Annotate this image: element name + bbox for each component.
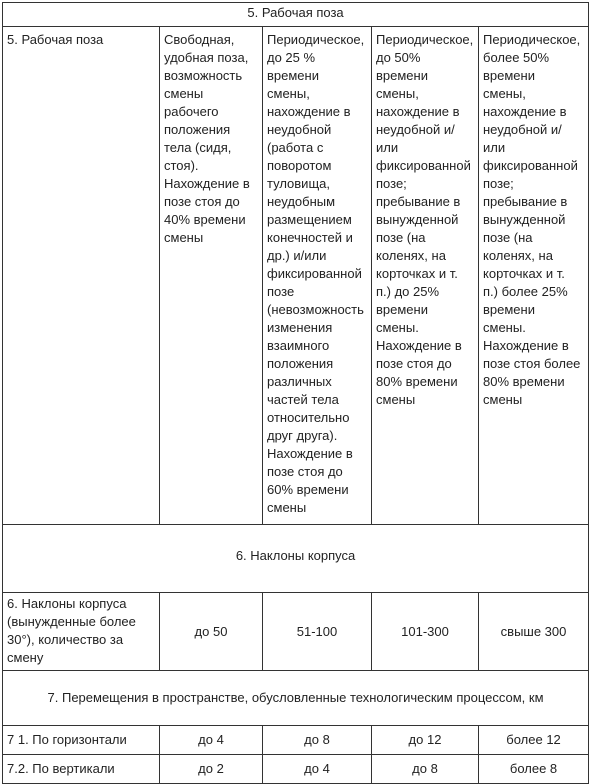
section-7-header-row [3,671,589,726]
section-5-row [3,27,589,525]
section-6-header: 6. Наклоны корпуса [3,525,589,593]
section-5-header: 5. Рабочая поза [3,3,589,27]
section-7-1-value-4: более 12 [479,726,589,755]
section-7-2-row [3,755,589,784]
section-5-class-4-cell: Периодическое, более 50% времени смены, нахождение в неудобной и/ или фиксированной позе; пребывание в вынужденной позе (на коленях, на корточках и т. п.) более 25% времени смены. Нахождение в позе стоя более 80% времени смены [479,27,589,525]
section-7-2-label: 7.2. По вертикали [3,755,160,784]
section-6-value-2: 51-100 [263,593,372,671]
section-6-row [3,593,589,671]
section-5-class-3-cell: Периодическое, до 50% времени смены, нахождение в неудобной и/ или фиксированной позе; пребывание в вынужденной позе (на коленях, на корточках и т. п.) до 25% времени смены. Нахождение в позе стоя до 80% времени смены [372,27,479,525]
section-7-1-row [3,726,589,755]
section-5-header-row [3,3,589,27]
working-conditions-table [2,2,589,784]
section-6-label: 6. Наклоны корпуса (вынужденные более 30°), количество за смену [3,593,160,671]
section-7-1-value-3: до 12 [372,726,479,755]
section-7-2-value-2: до 4 [263,755,372,784]
section-7-1-value-1: до 4 [160,726,263,755]
section-6-header-row [3,525,589,593]
section-5-label: 5. Рабочая поза [3,27,160,525]
section-7-2-value-4: более 8 [479,755,589,784]
section-5-class-1-cell: Свободная, удобная поза, возможность смены рабочего положения тела (сидя, стоя). Нахождение в позе стоя до 40% времени смены [160,27,263,525]
section-7-1-value-2: до 8 [263,726,372,755]
section-7-2-value-1: до 2 [160,755,263,784]
section-6-value-3: 101-300 [372,593,479,671]
section-6-value-4: свыше 300 [479,593,589,671]
section-7-1-label: 7 1. По горизонтали [3,726,160,755]
section-5-class-2-cell: Периодическое, до 25 % времени смены, нахождение в неудобной (работа с поворотом туловища, неудобным размещением конечностей и др.) и/или фиксированной позе (невозможность изменения взаимного положения различных частей тела относительно друг друга). Нахождение в позе стоя до 60% времени смены [263,27,372,525]
section-6-value-1: до 50 [160,593,263,671]
section-7-header: 7. Перемещения в пространстве, обусловленные технологическим процессом, км [3,671,589,726]
section-7-2-value-3: до 8 [372,755,479,784]
